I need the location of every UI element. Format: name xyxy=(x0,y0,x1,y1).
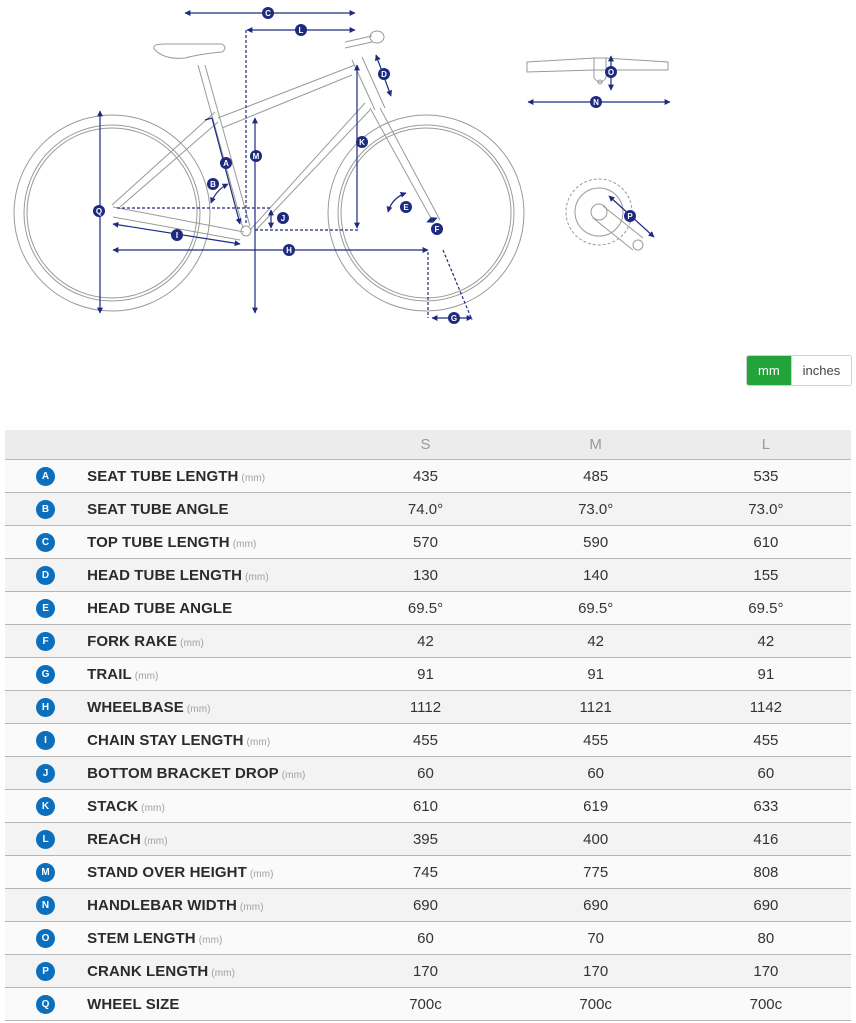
measurement-unit: (mm) xyxy=(134,670,159,682)
value-size-s: 69.5° xyxy=(340,592,510,625)
table-row xyxy=(5,724,851,757)
dimension-badge: D xyxy=(36,566,55,585)
dimension-badge: Q xyxy=(36,995,55,1014)
measurement-label xyxy=(87,592,340,625)
measurement-name: WHEELBASE xyxy=(87,698,184,716)
measurement-unit: (mm) xyxy=(239,901,264,913)
svg-text:F: F xyxy=(434,225,440,234)
dimension-badge: L xyxy=(36,830,55,849)
value-size-m: 1121 xyxy=(511,691,681,724)
table-row xyxy=(5,988,851,1021)
value-size-l: 60 xyxy=(681,757,851,790)
measurement-unit: (mm) xyxy=(211,967,236,979)
value-size-l: 42 xyxy=(681,625,851,658)
measurement-unit: (mm) xyxy=(232,538,257,550)
svg-text:M: M xyxy=(252,152,260,161)
value-size-m: 60 xyxy=(511,757,681,790)
unit-option-inches[interactable]: inches xyxy=(791,356,852,385)
dimension-badge: C xyxy=(36,533,55,552)
measurement-name: TOP TUBE LENGTH xyxy=(87,533,230,551)
badge-cell xyxy=(5,460,87,493)
header-badge-col xyxy=(5,430,87,460)
header-size-l: L xyxy=(681,430,851,460)
measurement-name: FORK RAKE xyxy=(87,632,178,650)
measurement-label xyxy=(87,724,340,757)
header-size-s: S xyxy=(340,430,510,460)
svg-text:L: L xyxy=(298,26,304,35)
value-size-m: 91 xyxy=(511,658,681,691)
table-row xyxy=(5,625,851,658)
dimension-badge: I xyxy=(36,731,55,750)
measurement-name: TRAIL xyxy=(87,665,132,683)
measurement-unit: (mm) xyxy=(143,835,168,847)
measurement-unit: (mm) xyxy=(281,769,306,781)
value-size-l: 535 xyxy=(681,460,851,493)
unit-option-mm[interactable]: mm xyxy=(747,356,791,385)
badge-cell xyxy=(5,691,87,724)
dimension-badge: O xyxy=(36,929,55,948)
measurement-unit: (mm) xyxy=(245,571,269,583)
svg-text:B: B xyxy=(210,180,216,189)
value-size-l: 73.0° xyxy=(681,493,851,526)
geometry-table xyxy=(5,430,851,1021)
svg-text:I: I xyxy=(175,231,179,240)
dimension-badge: G xyxy=(36,665,55,684)
geometry-diagram xyxy=(0,0,856,340)
value-size-m: 170 xyxy=(511,955,681,988)
table-row xyxy=(5,823,851,856)
svg-text:Q: Q xyxy=(95,207,103,216)
value-size-l: 69.5° xyxy=(681,592,851,625)
svg-text:D: D xyxy=(381,70,387,79)
value-size-s: 130 xyxy=(340,559,510,592)
badge-cell xyxy=(5,922,87,955)
measurement-label xyxy=(87,625,340,658)
value-size-s: 570 xyxy=(340,526,510,559)
badge-cell xyxy=(5,988,87,1021)
svg-text:P: P xyxy=(627,212,633,221)
value-size-s: 74.0° xyxy=(340,493,510,526)
measurement-name: HEAD TUBE LENGTH xyxy=(87,566,243,584)
measurement-label xyxy=(87,658,340,691)
table-row xyxy=(5,559,851,592)
unit-toggle[interactable] xyxy=(746,355,852,386)
table-row xyxy=(5,922,851,955)
measurement-unit: (mm) xyxy=(198,934,223,946)
table-row xyxy=(5,658,851,691)
value-size-m: 455 xyxy=(511,724,681,757)
value-size-l: 690 xyxy=(681,889,851,922)
value-size-s: 455 xyxy=(340,724,510,757)
dimension-badge: F xyxy=(36,632,55,651)
badge-cell xyxy=(5,559,87,592)
badge-cell xyxy=(5,592,87,625)
table-row xyxy=(5,493,851,526)
value-size-l: 416 xyxy=(681,823,851,856)
dimension-badge: B xyxy=(36,500,55,519)
table-header-row xyxy=(5,430,851,460)
measurement-label xyxy=(87,757,340,790)
value-size-l: 700c xyxy=(681,988,851,1021)
value-size-s: 700c xyxy=(340,988,510,1021)
table-row xyxy=(5,856,851,889)
value-size-s: 60 xyxy=(340,757,510,790)
measurement-label xyxy=(87,823,340,856)
badge-cell xyxy=(5,724,87,757)
value-size-s: 435 xyxy=(340,460,510,493)
measurement-label xyxy=(87,559,340,592)
value-size-s: 690 xyxy=(340,889,510,922)
badge-cell xyxy=(5,658,87,691)
measurement-unit: (mm) xyxy=(186,703,211,715)
svg-text:A: A xyxy=(223,159,229,168)
measurement-label xyxy=(87,460,340,493)
svg-text:E: E xyxy=(403,203,409,212)
dimension-badge: K xyxy=(36,797,55,816)
dimension-badge: A xyxy=(36,467,55,486)
measurement-name: BOTTOM BRACKET DROP xyxy=(87,764,279,782)
value-size-l: 91 xyxy=(681,658,851,691)
svg-text:K: K xyxy=(359,138,365,147)
badge-cell xyxy=(5,856,87,889)
measurement-name: SEAT TUBE ANGLE xyxy=(87,500,229,518)
measurement-name: WHEEL SIZE xyxy=(87,995,180,1013)
measurement-label xyxy=(87,691,340,724)
value-size-m: 42 xyxy=(511,625,681,658)
measurement-name: CRANK LENGTH xyxy=(87,962,209,980)
dimension-badge: N xyxy=(36,896,55,915)
dimension-badge: H xyxy=(36,698,55,717)
value-size-m: 700c xyxy=(511,988,681,1021)
value-size-s: 91 xyxy=(340,658,510,691)
value-size-m: 590 xyxy=(511,526,681,559)
badge-cell xyxy=(5,823,87,856)
measurement-unit: (mm) xyxy=(246,736,271,748)
dimension-badge: J xyxy=(36,764,55,783)
measurement-name: STEM LENGTH xyxy=(87,929,196,947)
value-size-l: 455 xyxy=(681,724,851,757)
badge-cell xyxy=(5,526,87,559)
measurement-label xyxy=(87,856,340,889)
value-size-m: 140 xyxy=(511,559,681,592)
table-row xyxy=(5,757,851,790)
svg-text:C: C xyxy=(265,9,271,18)
measurement-name: STAND OVER HEIGHT xyxy=(87,863,247,881)
value-size-s: 745 xyxy=(340,856,510,889)
value-size-s: 610 xyxy=(340,790,510,823)
value-size-l: 610 xyxy=(681,526,851,559)
svg-text:H: H xyxy=(286,246,292,255)
value-size-m: 69.5° xyxy=(511,592,681,625)
measurement-label xyxy=(87,922,340,955)
table-row xyxy=(5,889,851,922)
dimension-badge: E xyxy=(36,599,55,618)
value-size-m: 690 xyxy=(511,889,681,922)
svg-text:J: J xyxy=(280,214,286,223)
svg-text:O: O xyxy=(607,68,615,77)
table-row xyxy=(5,691,851,724)
value-size-s: 42 xyxy=(340,625,510,658)
value-size-m: 775 xyxy=(511,856,681,889)
table-row xyxy=(5,790,851,823)
badge-cell xyxy=(5,493,87,526)
table-row xyxy=(5,955,851,988)
badge-cell xyxy=(5,889,87,922)
header-label-col xyxy=(87,430,340,460)
dimension-badge: P xyxy=(36,962,55,981)
measurement-label xyxy=(87,790,340,823)
header-size-m: M xyxy=(511,430,681,460)
measurement-unit: (mm) xyxy=(249,868,274,880)
value-size-m: 70 xyxy=(511,922,681,955)
table-row xyxy=(5,592,851,625)
measurement-name: HEAD TUBE ANGLE xyxy=(87,599,233,617)
measurement-label xyxy=(87,955,340,988)
measurement-unit: (mm) xyxy=(241,472,266,484)
measurement-label xyxy=(87,988,340,1021)
measurement-unit: (mm) xyxy=(141,802,165,814)
measurement-label xyxy=(87,493,340,526)
badge-cell xyxy=(5,757,87,790)
value-size-m: 400 xyxy=(511,823,681,856)
measurement-name: CHAIN STAY LENGTH xyxy=(87,731,244,749)
value-size-l: 170 xyxy=(681,955,851,988)
dimension-badge: M xyxy=(36,863,55,882)
table-row xyxy=(5,526,851,559)
badge-cell xyxy=(5,625,87,658)
value-size-l: 633 xyxy=(681,790,851,823)
measurement-name: SEAT TUBE LENGTH xyxy=(87,467,239,485)
value-size-m: 73.0° xyxy=(511,493,681,526)
value-size-l: 155 xyxy=(681,559,851,592)
badge-cell xyxy=(5,790,87,823)
svg-text:N: N xyxy=(593,98,599,107)
svg-text:G: G xyxy=(450,314,458,323)
value-size-s: 60 xyxy=(340,922,510,955)
value-size-m: 485 xyxy=(511,460,681,493)
measurement-name: HANDLEBAR WIDTH xyxy=(87,896,237,914)
value-size-m: 619 xyxy=(511,790,681,823)
value-size-s: 1112 xyxy=(340,691,510,724)
table-row xyxy=(5,460,851,493)
measurement-name: STACK xyxy=(87,797,139,815)
value-size-l: 808 xyxy=(681,856,851,889)
badge-cell xyxy=(5,955,87,988)
bike-outline xyxy=(14,31,668,311)
measurement-name: REACH xyxy=(87,830,141,848)
value-size-s: 170 xyxy=(340,955,510,988)
value-size-l: 1142 xyxy=(681,691,851,724)
measurement-label xyxy=(87,889,340,922)
measurement-label xyxy=(87,526,340,559)
value-size-s: 395 xyxy=(340,823,510,856)
value-size-l: 80 xyxy=(681,922,851,955)
measurement-unit: (mm) xyxy=(180,637,204,649)
